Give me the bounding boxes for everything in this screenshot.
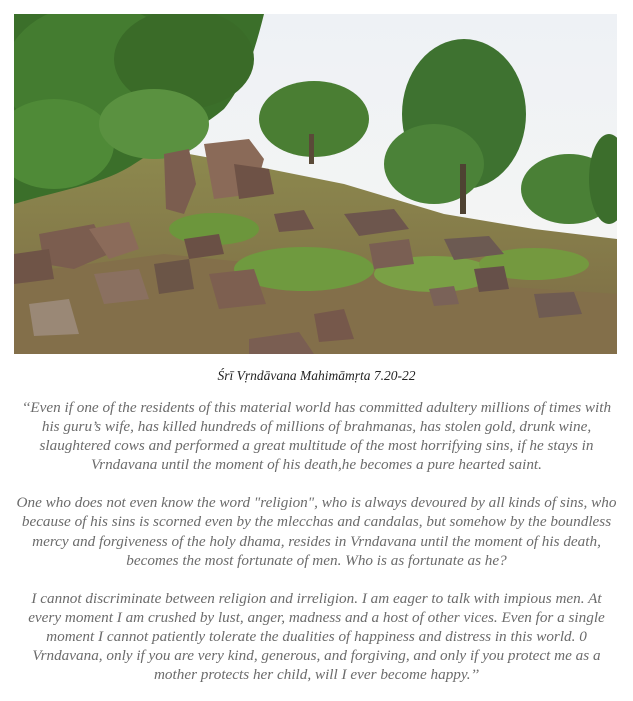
scripture-quote: [16, 398, 617, 684]
rocky-hillside-image: [14, 14, 617, 354]
photo-caption: Śrī Vṛndāvana Mahimāmṛta 7.20-22: [217, 368, 416, 383]
hillside-photo: [14, 14, 617, 354]
quote-paragraph-1: ‘‘Even if one of the residents of this material world has committed adultery millions of times with his guru’s wife, has killed hundreds of millions of brahmanas, has stolen gold, drunk wine, slaughtered cows and performed a great multitude of the most horrifying sins, if he stays in Vrndavana until the moment of his death,he becomes a pure hearted saint.: [21, 399, 612, 474]
quote-paragraph-3: I cannot discriminate between religion and irreligion. I am eager to talk with impious men. At every moment I am crushed by lust, anger, madness and a host of other vices. Even for a single moment I cannot patiently tolerate the dualities of happiness and distress in this world. 0 Vrndavana, only if you are very kind, generous, and forgiving, and only if you protect me as a mother protects her child, will I ever become happy.’’: [28, 589, 605, 684]
quote-paragraph-2: One who does not even know the word "religion", who is always devoured by all kinds of sins, who because of his sins is scorned even by the mlecchas and candalas, but somehow by the boundless mercy and forgiveness of the holy dhama, resides in Vrndavana until the moment of his death, becomes the most fortunate of men. Who is as fortunate as he?: [16, 494, 617, 569]
